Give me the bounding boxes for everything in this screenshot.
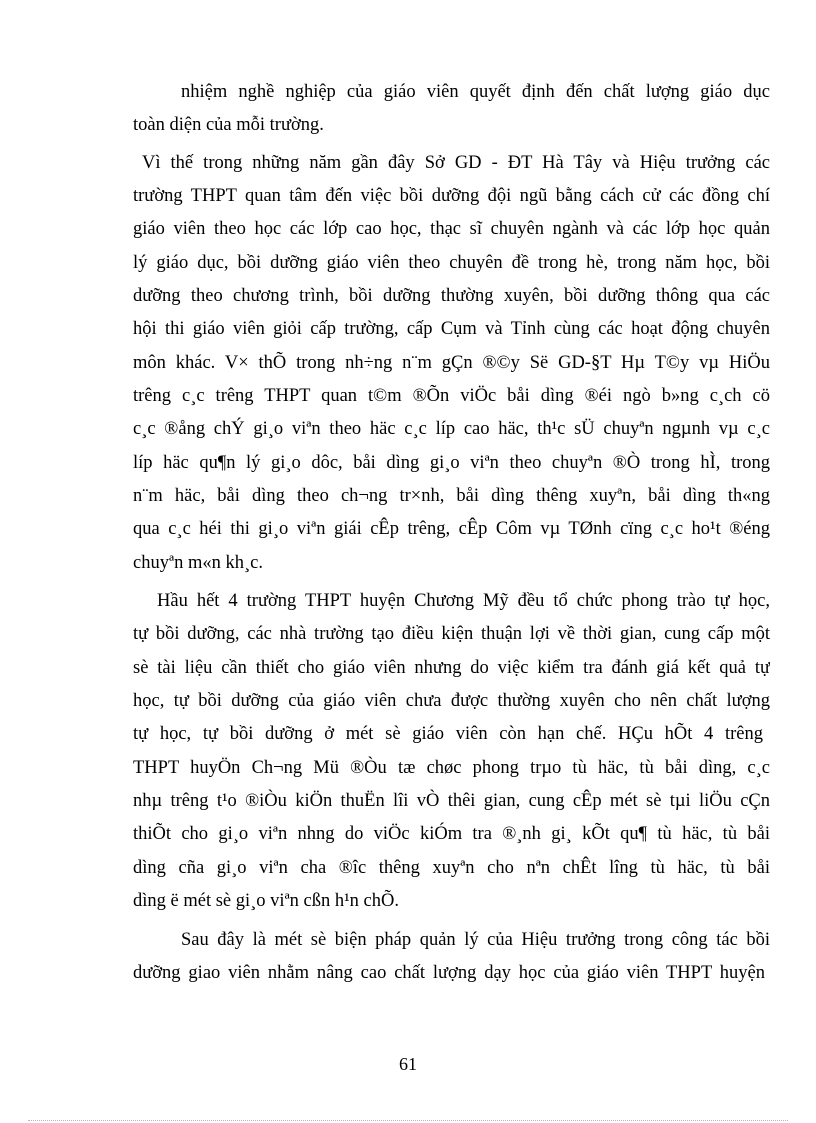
page-number: 61 [399, 1054, 417, 1074]
text-line: Hầu hết 4 trường THPT huyện Chương Mỹ đều tổ chức phong trào tự học, [157, 591, 770, 611]
text-line: nhiệm nghề nghiệp của giáo viên quyết định đến chất lượng giáo dục [181, 82, 770, 102]
text-line: dìng ë mét sè gi¸o viªn cßn h¹n chÕ. [133, 891, 400, 911]
text-line: qua c¸c héi thi gi¸o viªn giái cÊp trêng, cÊp Côm vµ TØnh cïng c¸c ho¹t ®éng [133, 519, 770, 539]
text-line: Vì thế trong những năm gần đây Sở GD - ĐT Hà Tây và Hiệu trưởng các [142, 153, 770, 173]
text-line: toàn diện của mỗi trường. [133, 115, 324, 135]
text-line: học, tự bồi dưỡng của giáo viên chưa được thường xuyên cho nên chất lượng [133, 691, 770, 711]
text-line: n¨m häc, båi dìng theo ch¬ng tr×nh, båi dìng thêng xuyªn, båi dìng th«ng [133, 486, 770, 506]
text-line: giáo viên theo học các lớp cao học, thạc sĩ chuyên ngành và các lớp học quản [133, 219, 770, 239]
text-line: dưỡng giao viên nhằm nâng cao chất lượng dạy học của giáo viên THPT huyện [133, 963, 765, 983]
text-line: sè tài liệu cần thiết cho giáo viên nhưng do việc kiểm tra đánh giá kết quả tự [133, 658, 770, 678]
text-line: c¸c ®ång chÝ gi¸o viªn theo häc c¸c líp cao häc, th¹c sÜ chuyªn ngµnh vµ c¸c [133, 419, 770, 439]
text-line: hội thi giáo viên giỏi cấp trường, cấp Cụm và Tỉnh cùng các hoạt động chuyên [133, 319, 770, 339]
footer-rule [28, 1120, 788, 1121]
text-line: líp häc qu¶n lý gi¸o dôc, båi dìng gi¸o viªn theo chuyªn ®Ò trong hÌ, trong [133, 453, 770, 473]
text-line: tự học, tự bồi dưỡng ở mét sè giáo viên còn hạn chế. HÇu hÕt 4 trêng [133, 724, 763, 744]
text-line: dưỡng theo chương trình, bồi dưỡng thường xuyên, bồi dưỡng thông qua các [133, 286, 770, 306]
text-line: chuyªn m«n kh¸c. [133, 553, 263, 573]
text-line: dìng cña gi¸o viªn cha ®îc thêng xuyªn cho nªn chÊt lîng tù häc, tù båi [133, 858, 770, 878]
text-line: trêng c¸c trêng THPT quan t©m ®Õn viÖc båi dìng ®éi ngò b»ng c¸ch cö [133, 386, 770, 406]
text-line: nhµ trêng t¹o ®iÒu kiÖn thuËn lîi vÒ thêi gian, cung cÊp mét sè tµi liÖu cÇn [133, 791, 770, 811]
text-line: môn khác. V× thÕ trong nh÷ng n¨m gÇn ®©y Së GD-§T Hµ T©y vµ HiÖu [133, 353, 770, 373]
text-line: Sau đây là mét sè biện pháp quản lý của Hiệu trưởng trong công tác bồi [181, 930, 770, 950]
text-line: trường THPT quan tâm đến việc bồi dưỡng đội ngũ bằng cách cử các đồng chí [133, 186, 770, 206]
text-line: THPT huyÖn Ch¬ng Mü ®Òu tæ chøc phong trµo tù häc, tù båi dìng, c¸c [133, 758, 770, 778]
text-line: tự bồi dưỡng, các nhà trường tạo điều kiện thuận lợi về thời gian, cung cấp một [133, 624, 770, 644]
text-line: thiÕt cho gi¸o viªn nhng do viÖc kiÓm tra ®¸nh gi¸ kÕt qu¶ tù häc, tù båi [133, 824, 770, 844]
text-line: lý giáo dục, bồi dưỡng giáo viên theo chuyên đề trong hè, trong năm học, bồi [133, 253, 770, 273]
